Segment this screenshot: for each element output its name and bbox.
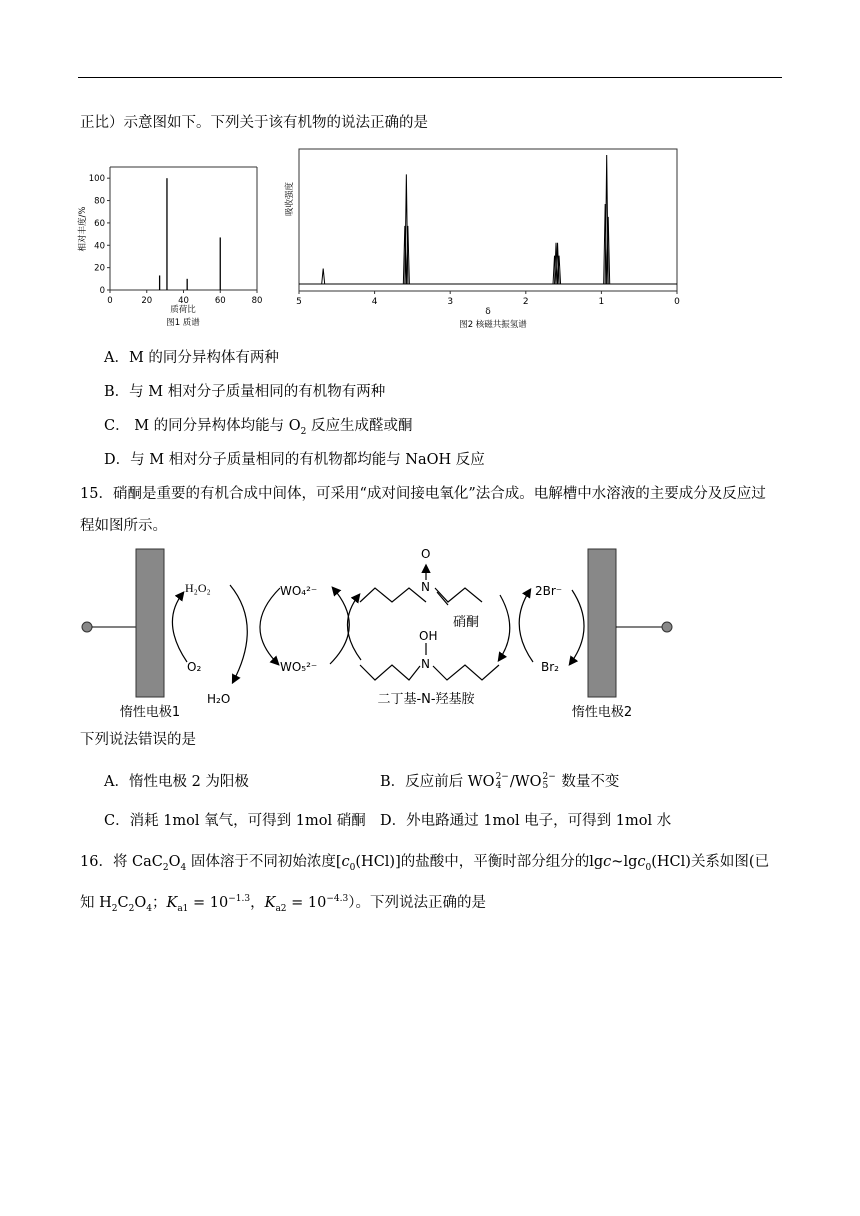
electrode-1: [136, 549, 164, 697]
amine-left-chain: [360, 665, 420, 680]
nmr-xtick-label: 2: [522, 297, 529, 307]
ms-ytick-label: 20: [94, 263, 105, 274]
arrow-wo5-to-wo4: [330, 588, 349, 664]
br-minus-label: 2Br⁻: [535, 584, 563, 598]
electrode-1-label: 惰性电极1: [119, 705, 181, 720]
mass-spectrum-chart: [75, 155, 263, 340]
ms-ytick-label: 0: [99, 286, 105, 296]
nmr-xtick-label: 1: [598, 297, 605, 307]
q15-option-c: C．消耗 1mol 氧气，可得到 1mol 硝酮: [104, 813, 366, 829]
nmr-peak: [322, 269, 325, 284]
nitrone-o-atom: O: [421, 547, 431, 561]
nmr-xtick-label: 4: [371, 297, 378, 307]
wo4-label: WO₄²⁻: [280, 584, 318, 598]
terminal-right: [662, 622, 672, 632]
nitrone-label: 硝酮: [453, 615, 480, 630]
ms-xtick-label: 20: [141, 296, 153, 306]
arrow-br2-to-br: [519, 590, 533, 662]
nmr-xtick-label: 3: [447, 297, 454, 307]
amine-n-atom: N: [421, 657, 430, 671]
amine-oh-atom: OH: [419, 629, 438, 643]
ms-ytick-label: 60: [94, 218, 105, 229]
ms-xlabel: 质荷比: [170, 305, 196, 315]
q16-stem-line1: 16．将 $CaC_2O_4$ 固体溶于不同初始浓度$[c_0(HCl)]$的盐酸中，平衡时部分组分的lgc~lgc$_0$(HCl)关系如图(已: [80, 854, 770, 873]
ms-ytick-label: 100: [88, 174, 105, 185]
q14-option-a: A．M 的同分异构体有两种: [104, 350, 279, 366]
nmr-spectrum-chart: [283, 147, 683, 337]
q15-option-d: D．外电路通过 1mol 电子，可得到 1mol 水: [380, 813, 672, 829]
ms-ytick-label: 40: [94, 241, 105, 252]
wo5-label: WO₅²⁻: [280, 660, 318, 674]
electrode-2: [588, 549, 616, 697]
electrode-2-label: 惰性电极2: [571, 705, 633, 720]
electrolysis-diagram: [75, 540, 715, 725]
amine-right-chain: [433, 665, 499, 680]
q14-option-b: B．与 M 相对分子质量相同的有机物有两种: [104, 384, 386, 400]
nmr-xlabel: δ: [485, 307, 491, 317]
q15-stem-line2: 程如图所示。: [80, 518, 167, 534]
h2o-label: H₂O: [207, 692, 231, 706]
q14-option-d: D．与 M 相对分子质量相同的有机物都均能与 NaOH 反应: [104, 452, 485, 468]
nitrone-right-chain: [435, 588, 482, 602]
ms-xtick-label: 60: [214, 296, 226, 306]
arrow-o2-to-h2o2: [172, 593, 187, 662]
ms-caption: 图1 质谱: [166, 318, 200, 328]
nmr-caption: 图2 核磁共振氢谱: [459, 320, 527, 330]
q16-stem-line2: 知 $H_2C_2O_4$；$K_{a1} = 10^{-1.3}$，$K_{a2} = 10^{-4.3}$）。下列说法正确的是: [80, 894, 486, 914]
terminal-left: [82, 622, 92, 632]
ms-ytick-label: 80: [94, 196, 105, 207]
o2-label: O₂: [187, 660, 202, 674]
nmr-xtick-label: 5: [296, 297, 302, 307]
q15-ask: 下列说法错误的是: [80, 732, 196, 748]
arrow-nitrone-to-amine: [499, 595, 510, 660]
ms-xtick-label: 0: [107, 296, 113, 306]
nmr-ylabel: 吸收强度: [285, 181, 295, 217]
ms-ylabel: 相对丰度/%: [78, 206, 88, 252]
arrow-br-to-br2: [570, 590, 584, 664]
intro-line: 正比）示意图如下。下列关于该有机物的说法正确的是: [80, 115, 428, 131]
q15-option-b: B．反应前后 WO2− 4 /WO2− 5 数量不变: [380, 772, 620, 791]
arrow-h2o2-to-h2o: [230, 585, 247, 682]
nitrone-left-chain: [360, 588, 426, 602]
ms-xtick-label: 80: [251, 296, 263, 306]
ms-axes: [110, 167, 257, 290]
amine-label: 二丁基-N-羟基胺: [377, 692, 475, 707]
ms-xtick-label: 40: [178, 296, 189, 306]
q14-option-c: C． M 的同分异构体均能与 $O_2$ 反应生成醛或酮: [104, 418, 413, 437]
br2-label: Br₂: [541, 660, 559, 674]
arrow-wo4-to-wo5: [260, 588, 280, 664]
header-rule: [78, 77, 782, 78]
nitrone-n-atom: N: [421, 580, 430, 594]
nmr-xtick-label: 0: [674, 297, 680, 307]
q15-stem-line1: 15．硝酮是重要的有机合成中间体，可采用“成对间接电氧化”法合成。电解槽中水溶液的主要成分及反应过: [80, 486, 766, 502]
q15-option-a: A．惰性电极 2 为阳极: [104, 774, 249, 790]
h2o2-label: H₂O₂: [185, 581, 211, 595]
